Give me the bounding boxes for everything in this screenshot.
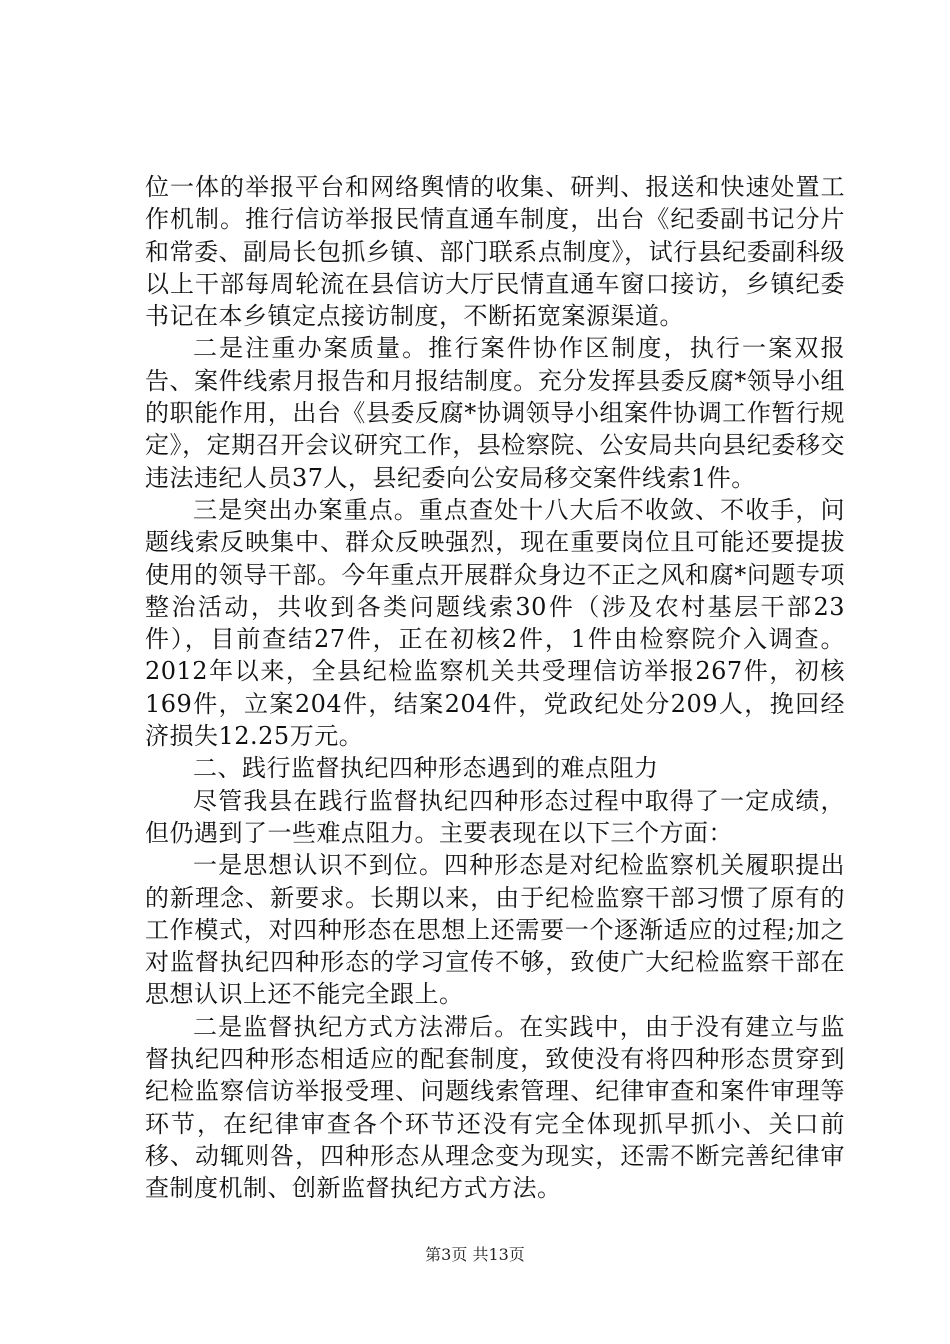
paragraph-case-focus: 三是突出办案重点。重点查处十八大后不收敛、不收手，问题线索反映集中、群众反映强烈，现在重要岗位且可能还要提拔使用的领导干部。今年重点开展群众身边不正之风和腐*问题专项整治活动，共收到各类问题线索30件（涉及农村基层干部23件），目前查结27件，正在初核2件，1件由检察院介入调查。2012年以来，全县纪检监察机关共受理信访举报267件，初核169件，立案204件，结案204件，党政纪处分209人，挽回经济损失12.25万元。 — [145, 495, 845, 751]
page-number-label: 第3页 共13页 — [425, 1245, 525, 1264]
paragraph-intro-difficulties: 尽管我县在践行监督执纪四种形态过程中取得了一定成绩，但仍遇到了一些难点阻力。主要表现在以下三个方面： — [145, 786, 845, 847]
page-footer — [0, 1245, 950, 1265]
paragraph-methods: 二是监督执纪方式方法滞后。在实践中，由于没有建立与监督执纪四种形态相适应的配套制度，致使没有将四种形态贯穿到纪检监察信访举报受理、问题线索管理、纪律审查和案件审理等环节，在纪律审查各个环节还没有完全体现抓早抓小、关口前移、动辄则咎，四种形态从理念变为现实，还需不断完善纪律审查制度机制、创新监督执纪方式方法。 — [145, 1012, 845, 1203]
section-heading: 二、践行监督执纪四种形态遇到的难点阻力 — [193, 754, 659, 783]
paragraph-case-quality: 二是注重办案质量。推行案件协作区制度，执行一案双报告、案件线索月报告和月报结制度。充分发挥县委反腐*领导小组的职能作用，出台《县委反腐*协调领导小组案件协调工作暂行规定》，定期召开会议研究工作，县检察院、公安局共向县纪委移交违法违纪人员37人，县纪委向公安局移交案件线索1件。 — [145, 334, 845, 492]
paragraph-awareness: 一是思想认识不到位。四种形态是对纪检监察机关履职提出的新理念、新要求。长期以来，由于纪检监察干部习惯了原有的工作模式，对四种形态在思想上还需要一个逐渐适应的过程;加之对监督执纪四种形态的学习宣传不够，致使广大纪检监察干部在思想认识上还不能完全跟上。 — [145, 851, 845, 1009]
document-body — [145, 171, 845, 1205]
paragraph-continuation: 位一体的举报平台和网络舆情的收集、研判、报送和快速处置工作机制。推行信访举报民情直通车制度，出台《纪委副书记分片和常委、副局长包抓乡镇、部门联系点制度》，试行县纪委副科级以上干部每周轮流在县信访大厅民情直通车窗口接访，乡镇纪委书记在本乡镇定点接访制度，不断拓宽案源渠道。 — [145, 173, 845, 331]
